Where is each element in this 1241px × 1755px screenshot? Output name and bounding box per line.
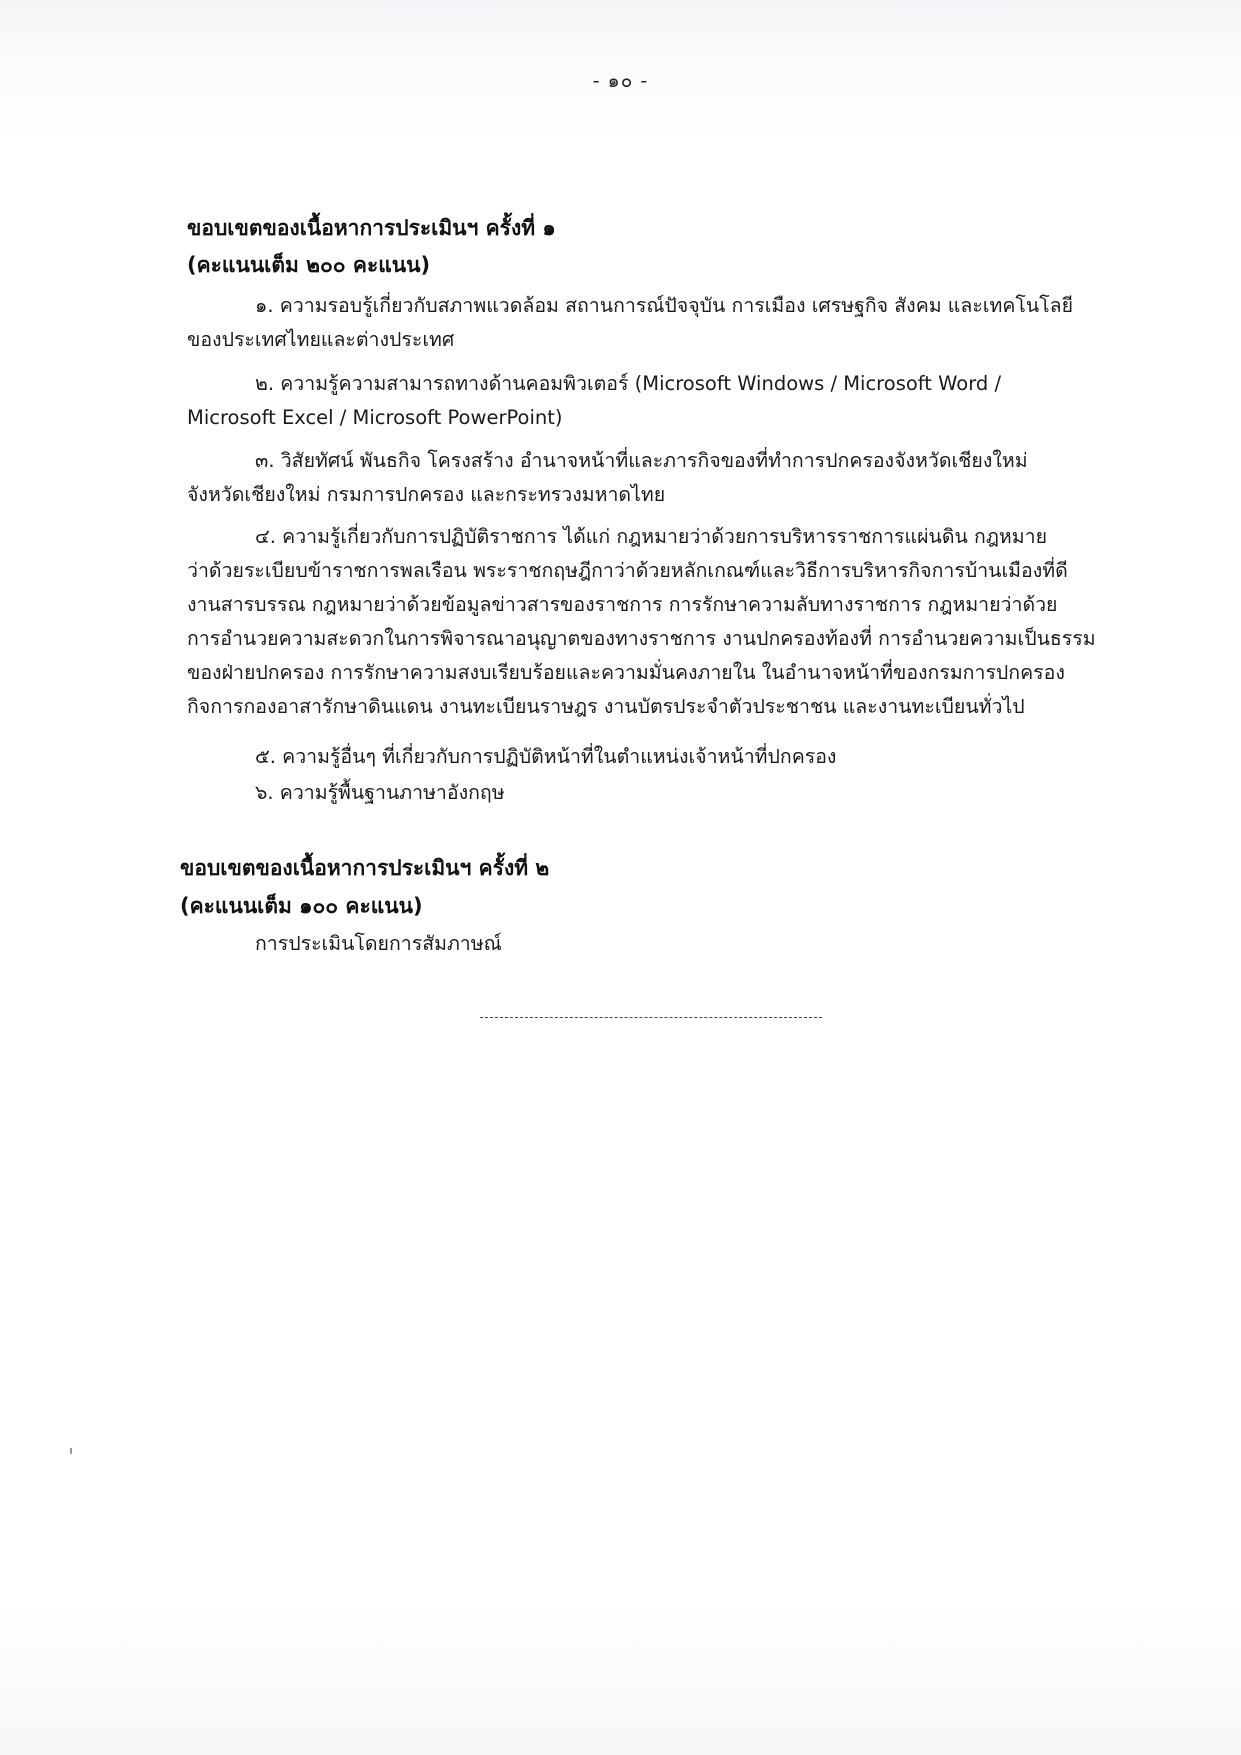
end-divider (480, 1017, 822, 1018)
page-number: - ๑๐ - (592, 70, 649, 92)
item-3-line-2: จังหวัดเชียงใหม่ กรมการปกครอง และกระทรวงมหาดไทย (187, 483, 666, 506)
item-1-line-1: ๑. ความรอบรู้เกี่ยวกับสภาพแวดล้อม สถานการณ์ปัจจุบัน การเมือง เศรษฐกิจ สังคม และเทคโนโลยี (255, 294, 1074, 317)
item-4-line-2: ว่าด้วยระเบียบข้าราชการพลเรือน พระราชกฤษฎีกาว่าด้วยหลักเกณฑ์และวิธีการบริหารกิจการบ้านเมืองที่ดี (187, 559, 1068, 582)
item-2-line-1: ๒. ความรู้ความสามารถทางด้านคอมพิวเตอร์ (Microsoft Windows / Microsoft Word / (255, 372, 1002, 395)
section2-score: (คะแนนเต็ม ๑๐๐ คะแนน) (180, 894, 423, 918)
section1-item-3 (187, 444, 1132, 512)
item-4-line-1: ๔. ความรู้เกี่ยวกับการปฏิบัติราชการ ได้แก่ กฎหมายว่าด้วยการบริหารราชการแผ่นดิน กฎหมาย (255, 525, 1047, 548)
section2-body: การประเมินโดยการสัมภาษณ์ (255, 932, 502, 955)
item-4-line-6: กิจการกองอาสารักษาดินแดน งานทะเบียนราษฎร งานบัตรประจำตัวประชาชน และงานทะเบียนทั่วไป (187, 695, 1025, 718)
section1-item-5 (187, 740, 1132, 774)
item-6-line-1: ๖. ความรู้พื้นฐานภาษาอังกฤษ (255, 781, 505, 804)
section1-item-1 (187, 289, 1132, 357)
item-4-line-3: งานสารบรรณ กฎหมายว่าด้วยข้อมูลข่าวสารของราชการ การรักษาความลับทางราชการ กฎหมายว่าด้วย (187, 593, 1058, 616)
section1-item-2 (187, 367, 1132, 435)
section2-title: ขอบเขตของเนื้อหาการประเมินฯ ครั้งที่ ๒ (180, 856, 550, 880)
item-4-line-4: การอำนวยความสะดวกในการพิจารณาอนุญาตของทางราชการ งานปกครองท้องที่ การอำนวยความเป็นธรรม (187, 627, 1096, 650)
section1-item-6 (187, 776, 1132, 810)
section1-item-4 (187, 520, 1132, 724)
section1-title: ขอบเขตของเนื้อหาการประเมินฯ ครั้งที่ ๑ (187, 216, 556, 240)
scan-speck (70, 1448, 72, 1454)
item-4-line-5: ของฝ่ายปกครอง การรักษาความสงบเรียบร้อยและความมั่นคงภายใน ในอำนาจหน้าที่ของกรมการปกครอง (187, 661, 1065, 684)
item-2-line-2: Microsoft Excel / Microsoft PowerPoint) (187, 406, 563, 429)
item-3-line-1: ๓. วิสัยทัศน์ พันธกิจ โครงสร้าง อำนาจหน้าที่และภารกิจของที่ทำการปกครองจังหวัดเชียงใหม่ (255, 449, 1028, 472)
item-5-line-1: ๕. ความรู้อื่นๆ ที่เกี่ยวกับการปฏิบัติหน้าที่ในตำแหน่งเจ้าหน้าที่ปกครอง (255, 745, 837, 768)
item-1-line-2: ของประเทศไทยและต่างประเทศ (187, 328, 455, 351)
section1-score: (คะแนนเต็ม ๒๐๐ คะแนน) (187, 253, 431, 277)
